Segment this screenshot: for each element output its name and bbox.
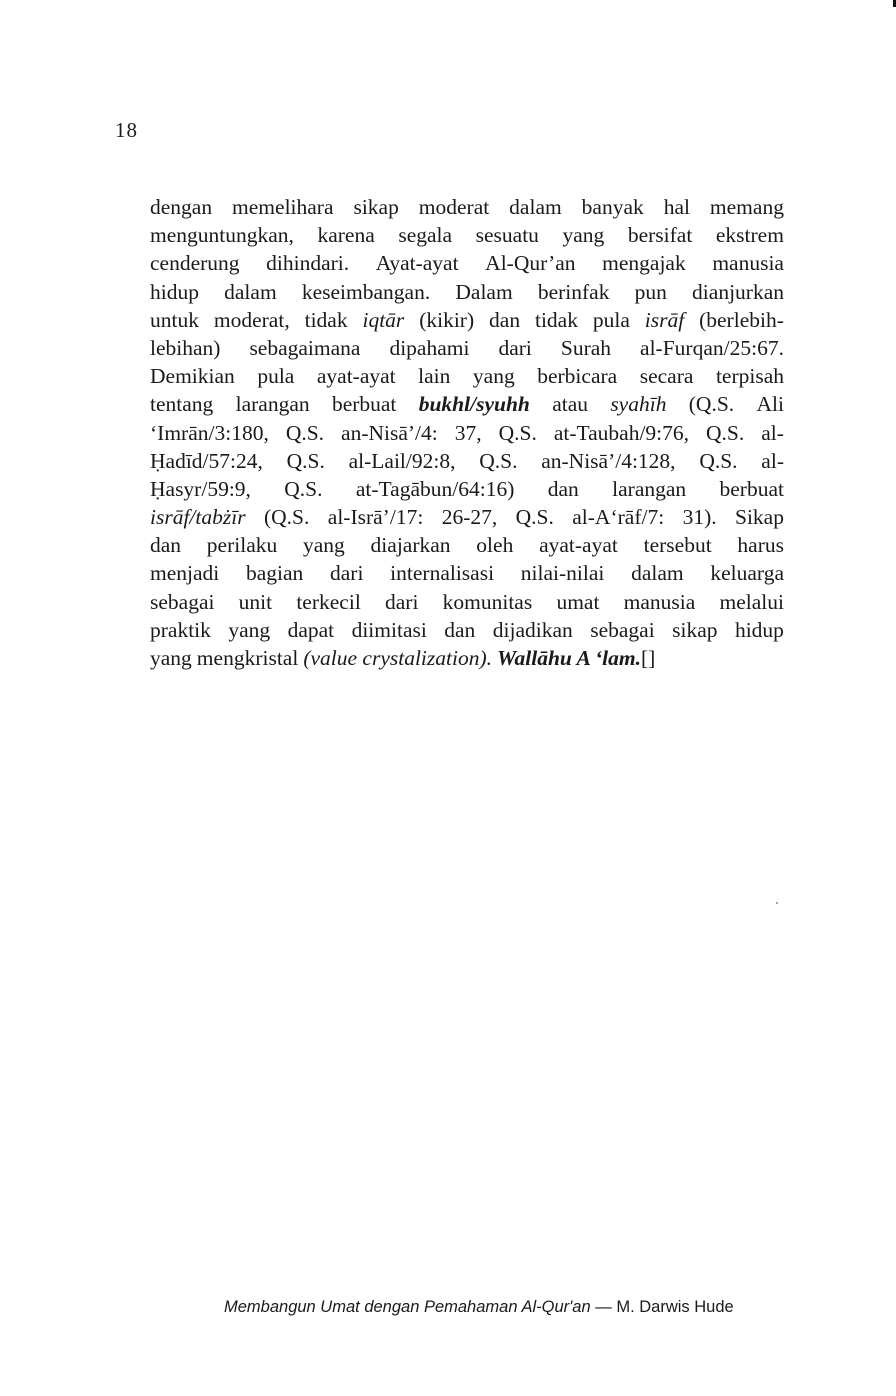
running-footer [224, 1298, 734, 1317]
word: (Q.S. [263, 505, 310, 530]
word: harus [737, 533, 784, 558]
word: manusia [712, 251, 784, 276]
word: moderat [418, 195, 490, 219]
word: yang [562, 223, 605, 248]
word: dapat [287, 617, 335, 642]
word: dengan [150, 195, 213, 219]
text-line [150, 334, 784, 362]
word: berbuat [331, 392, 397, 417]
word: yang [303, 533, 345, 558]
word: tersebut [643, 533, 712, 558]
word: melalui [719, 589, 784, 614]
word: an-Nisā’/4: [341, 420, 438, 445]
word: al-Lail/92:8, [348, 448, 456, 473]
word: sesuatu [475, 223, 539, 248]
word: lain [418, 364, 451, 389]
word: larangan [612, 476, 687, 501]
word: internalisasi [390, 561, 495, 586]
word: Demikian [150, 364, 235, 389]
word: ekstrem [715, 223, 784, 248]
word: Ḥasyr/59:9, [150, 476, 251, 501]
word: sebagai [590, 617, 655, 642]
word: yang [472, 364, 515, 389]
text-line [150, 249, 784, 277]
word: Al-Qur’an [485, 251, 576, 276]
word: dari [498, 335, 532, 360]
text-line [150, 447, 784, 475]
word: (berlebih- [699, 307, 784, 332]
text-line [150, 475, 784, 503]
word: al-Furqan/25:67. [640, 335, 784, 360]
word: pun [634, 279, 667, 304]
word: ayat-ayat [316, 364, 396, 389]
footer-separator: — [590, 1298, 617, 1316]
word: yang [228, 617, 271, 642]
text-line [150, 531, 784, 559]
word: sebagai [150, 589, 215, 614]
word: (kikir) [419, 307, 475, 332]
word: Q.S. [699, 448, 738, 473]
word: berbicara [537, 364, 618, 389]
word: al- [761, 420, 784, 445]
text-line [150, 503, 784, 531]
word: memang [709, 195, 784, 219]
word: yang [150, 646, 192, 670]
word: at-Tagābun/64:16) [355, 476, 515, 501]
text-line [150, 616, 784, 644]
word: cenderung [150, 251, 240, 276]
word: segala [398, 223, 453, 248]
word: dalam [631, 561, 684, 586]
page-number: 18 [115, 118, 138, 142]
word: pula [592, 307, 630, 332]
closing-phrase: Wallāhu A ‘lam. [497, 646, 641, 670]
word: dihindari. [266, 251, 350, 276]
word: unit [238, 589, 273, 614]
word: karena [317, 223, 375, 248]
word: tentang [150, 392, 214, 417]
text-line [150, 193, 784, 221]
term-italic: syahīh [610, 392, 667, 417]
book-author: M. Darwis Hude [616, 1298, 734, 1316]
word: moderat, [213, 307, 290, 332]
text-line [150, 419, 784, 447]
term-bold-italic: bukhl/syuhh [418, 392, 530, 417]
word: hal [663, 195, 690, 219]
text-line [150, 362, 784, 390]
word: umat [556, 589, 600, 614]
word: Q.S. [286, 448, 325, 473]
term-italic: isrāf [644, 307, 685, 332]
word: diajarkan [370, 533, 451, 558]
term-italic: (value crystalization). [303, 646, 492, 670]
word: Ali [756, 392, 784, 417]
word: at-Taubah/9:76, [553, 420, 690, 445]
word: Ayat-ayat [375, 251, 459, 276]
word: dan [444, 617, 476, 642]
word: berbuat [719, 476, 784, 501]
word: menjadi [150, 561, 220, 586]
word: lebihan) [150, 335, 221, 360]
word: pula [257, 364, 295, 389]
word: ‘Imrān/3:180, [150, 420, 269, 445]
word: al- [761, 448, 784, 473]
book-title: Membangun Umat dengan Pemahaman Al-Qur'an [224, 1298, 591, 1316]
word: Q.S. [284, 476, 323, 501]
word: bersifat [627, 223, 693, 248]
word: mengkristal [196, 646, 299, 670]
term-italic: iqtār [362, 307, 405, 332]
word: sikap [353, 195, 399, 219]
word: dari [385, 589, 419, 614]
word: Surah [560, 335, 612, 360]
word: Ḥadīd/57:24, [150, 448, 263, 473]
word: dipahami [389, 335, 470, 360]
end-mark: [] [640, 646, 656, 670]
word: dalam [509, 195, 562, 219]
text-line-last [150, 644, 784, 672]
word: dianjurkan [692, 279, 784, 304]
word: banyak [581, 195, 644, 219]
word: dalam [224, 279, 277, 304]
text-line [150, 588, 784, 616]
word: Q.S. [515, 505, 554, 530]
word: berinfak [537, 279, 610, 304]
word: an-Nisā’/4:128, [541, 448, 676, 473]
word: ayat-ayat [539, 533, 618, 558]
word: perilaku [206, 533, 278, 558]
word: bagian [245, 561, 304, 586]
term-italic: isrāf/tabżīr [150, 505, 246, 530]
body-paragraph [150, 193, 784, 672]
word: Q.S. [498, 420, 537, 445]
word: keluarga [710, 561, 784, 586]
word: oleh [476, 533, 514, 558]
text-line [150, 306, 784, 334]
text-line [150, 390, 784, 418]
word: al-Isrā’/17: [327, 505, 424, 530]
word: 37, [454, 420, 482, 445]
word: sebagaimana [249, 335, 361, 360]
word: atau [552, 392, 588, 417]
text-line [150, 559, 784, 587]
word: secara [639, 364, 694, 389]
word: (Q.S. [688, 392, 735, 417]
word: manusia [623, 589, 696, 614]
word: terpisah [715, 364, 784, 389]
word: 31). [682, 505, 717, 530]
word: hidup [734, 617, 784, 642]
word: mengajak [602, 251, 686, 276]
word: Sikap [735, 505, 784, 530]
word: dan [150, 533, 182, 558]
word: Q.S. [479, 448, 518, 473]
word: diimitasi [351, 617, 427, 642]
word: tidak [534, 307, 578, 332]
word: dijadikan [492, 617, 573, 642]
word: dari [330, 561, 364, 586]
word: praktik [150, 617, 211, 642]
word: larangan [235, 392, 310, 417]
word: terkecil [296, 589, 361, 614]
word: 26-27, [441, 505, 498, 530]
word: dan [489, 307, 521, 332]
text-line [150, 278, 784, 306]
word: Q.S. [285, 420, 325, 445]
word: hidup [150, 279, 199, 304]
word: Dalam [455, 279, 513, 304]
word: Q.S. [706, 420, 745, 445]
word: untuk [150, 307, 199, 332]
word: menguntungkan, [150, 223, 294, 248]
word: sikap [672, 617, 718, 642]
word: tidak [304, 307, 348, 332]
word: nilai-nilai [520, 561, 605, 586]
word: dan [547, 476, 579, 501]
word: komunitas [442, 589, 533, 614]
text-line [150, 221, 784, 249]
scan-speck [776, 902, 778, 904]
word: al-A‘rāf/7: [572, 505, 665, 530]
word: memelihara [232, 195, 334, 219]
word: keseimbangan. [301, 279, 431, 304]
